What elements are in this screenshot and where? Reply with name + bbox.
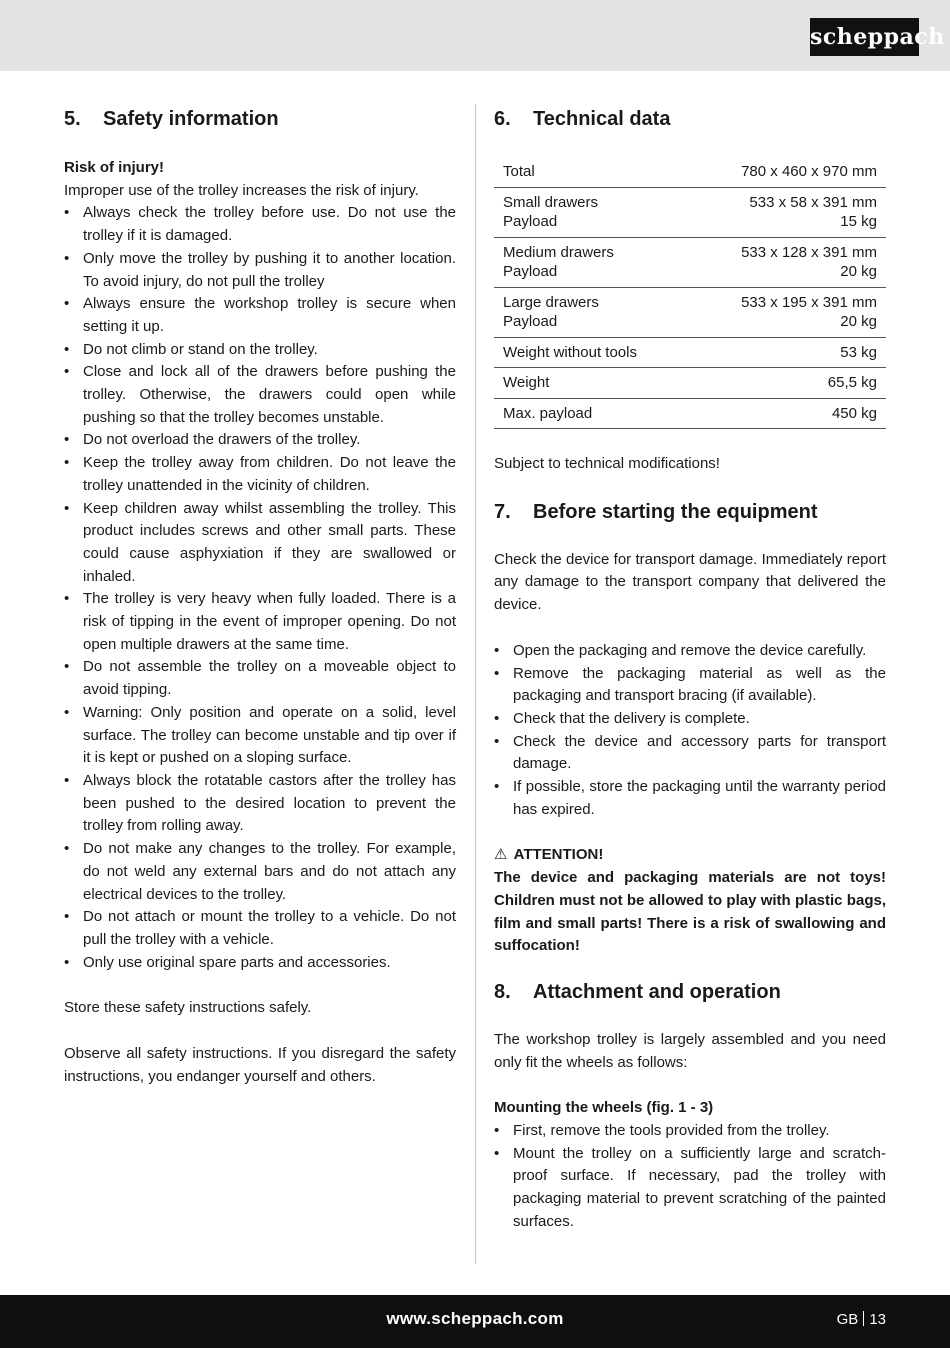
mount-title: Mounting the wheels (fig. 1 - 3) (494, 1099, 714, 1117)
language-code: GB (836, 1311, 859, 1328)
row-value: 53 kg (689, 337, 886, 368)
list-item: • If possible, store the packaging until the warranty period has expired. (494, 776, 886, 821)
list-item: • The trolley is very heavy when fully loaded. There is a risk of tipping in the event of improper opening. Do not open multiple drawers at the same time. (64, 588, 456, 656)
attention-title: ⚠ ATTENTION! (494, 844, 886, 867)
observe-note: Observe all safety instructions. If you disregard the safety instructions, you endanger yourself and others. (64, 1045, 456, 1085)
page-indicator (837, 1311, 886, 1328)
table-row (494, 368, 886, 399)
row-value: 533 x 195 x 391 mm 20 kg (689, 287, 886, 337)
section-number: 5. (64, 108, 81, 130)
page-number: 13 (869, 1311, 886, 1328)
row-value: 533 x 128 x 391 mm 20 kg (689, 237, 886, 287)
section-5-heading (64, 104, 456, 134)
table-row (494, 398, 886, 429)
header-bar (0, 0, 950, 71)
list-item: • Keep the trolley away from children. Do not leave the trolley unattended in the vicinity of children. (64, 452, 456, 497)
table-row (494, 237, 886, 287)
list-item: • Close and lock all of the drawers before pushing the trolley. Otherwise, the drawers could open while pushing so that the trolley becomes unstable. (64, 361, 456, 429)
list-item: • Keep children away whilst assembling the trolley. This product includes screws and other small parts. These could cause asphyxiation if they are swallowed or inhaled. (64, 498, 456, 589)
list-item: • First, remove the tools provided from the trolley. (494, 1120, 886, 1143)
list-item: • Only move the trolley by pushing it to another location. To avoid injury, do not pull the trolley (64, 248, 456, 293)
section-title: Technical data (533, 108, 671, 130)
safety-list (64, 202, 456, 974)
risk-title: Risk of injury! (64, 159, 165, 176)
row-value: 450 kg (689, 398, 886, 429)
list-item: • Open the packaging and remove the device carefully. (494, 640, 886, 663)
list-item: • Check that the delivery is complete. (494, 708, 886, 731)
table-row (494, 337, 886, 368)
list-item: • Always check the trolley before use. Do not use the trolley if it is damaged. (64, 202, 456, 247)
row-label: Max. payload (494, 398, 689, 429)
list-item: • Always ensure the workshop trolley is secure when setting it up. (64, 293, 456, 338)
table-row (494, 154, 886, 187)
list-item: • Mount the trolley on a sufficiently large and scratch-proof surface. If necessary, pad the trolley with packaging material to prevent scratching of the painted surfaces. (494, 1143, 886, 1234)
list-item: • Check the device and accessory parts for transport damage. (494, 731, 886, 776)
website-link[interactable]: www.scheppach.com (386, 1309, 564, 1328)
list-item: • Warning: Only position and operate on a solid, level surface. The trolley can become unstable and tip over if it is kept or pushed on a sloping surface. (64, 702, 456, 770)
list-item: • Do not attach or mount the trolley to a vehicle. Do not pull the trolley with a vehicle. (64, 906, 456, 951)
list-item: • Do not overload the drawers of the trolley. (64, 429, 456, 452)
warning-icon: ⚠ (494, 846, 508, 864)
footer-bar (0, 1295, 950, 1348)
technical-data-table (494, 154, 886, 429)
attention-text: The device and packaging materials are not toys! Children must not be allowed to play with plastic bags, film and small parts! There is a risk of swallowing and suffocation! (494, 869, 886, 955)
row-label: Small drawers Payload (494, 187, 689, 237)
risk-intro: Improper use of the trolley increases the risk of injury. (64, 181, 419, 199)
column-divider (475, 104, 476, 1264)
row-value: 533 x 58 x 391 mm 15 kg (689, 187, 886, 237)
section-number: 6. (494, 108, 511, 130)
row-label: Medium drawers Payload (494, 237, 689, 287)
mount-list (494, 1120, 886, 1234)
row-value: 780 x 460 x 970 mm (689, 154, 886, 187)
section-6-heading (494, 104, 886, 134)
section-8-heading (494, 977, 886, 1007)
row-label: Large drawers Payload (494, 287, 689, 337)
row-label: Weight without tools (494, 337, 689, 368)
list-item: • Do not make any changes to the trolley. For example, do not weld any external bars and do not attach any electrical devices to the trolley. (64, 838, 456, 906)
before-intro: Check the device for transport damage. Immediately report any damage to the transport company that delivered the device. (494, 550, 886, 614)
section-number: 8. (494, 980, 511, 1003)
section-number: 7. (494, 500, 511, 523)
store-note: Store these safety instructions safely. (64, 999, 312, 1017)
scheppach-logo: scheppach (810, 18, 919, 56)
row-value: 65,5 kg (689, 368, 886, 399)
table-row (494, 287, 886, 337)
modification-note: Subject to technical modifications! (494, 455, 720, 472)
list-item: • Remove the packaging material as well as the packaging and transport bracing (if available). (494, 663, 886, 708)
list-item: • Do not assemble the trolley on a moveable object to avoid tipping. (64, 656, 456, 701)
list-item: • Do not climb or stand on the trolley. (64, 339, 456, 362)
section-title: Safety information (103, 108, 279, 130)
row-label: Total (494, 154, 689, 187)
list-item: • Always block the rotatable castors after the trolley has been pushed to the desired location to prevent the trolley from rolling away. (64, 770, 456, 838)
list-item: • Only use original spare parts and accessories. (64, 952, 456, 975)
table-row (494, 187, 886, 237)
before-list (494, 640, 886, 822)
right-column (494, 104, 886, 1234)
section-title: Attachment and operation (533, 980, 781, 1003)
separator (863, 1311, 864, 1326)
section-title: Before starting the equipment (533, 500, 818, 523)
left-column (64, 104, 456, 1088)
section-7-heading (494, 497, 886, 527)
attach-intro: The workshop trolley is largely assembled and you need only fit the wheels as follows: (494, 1030, 886, 1071)
row-label: Weight (494, 368, 689, 399)
